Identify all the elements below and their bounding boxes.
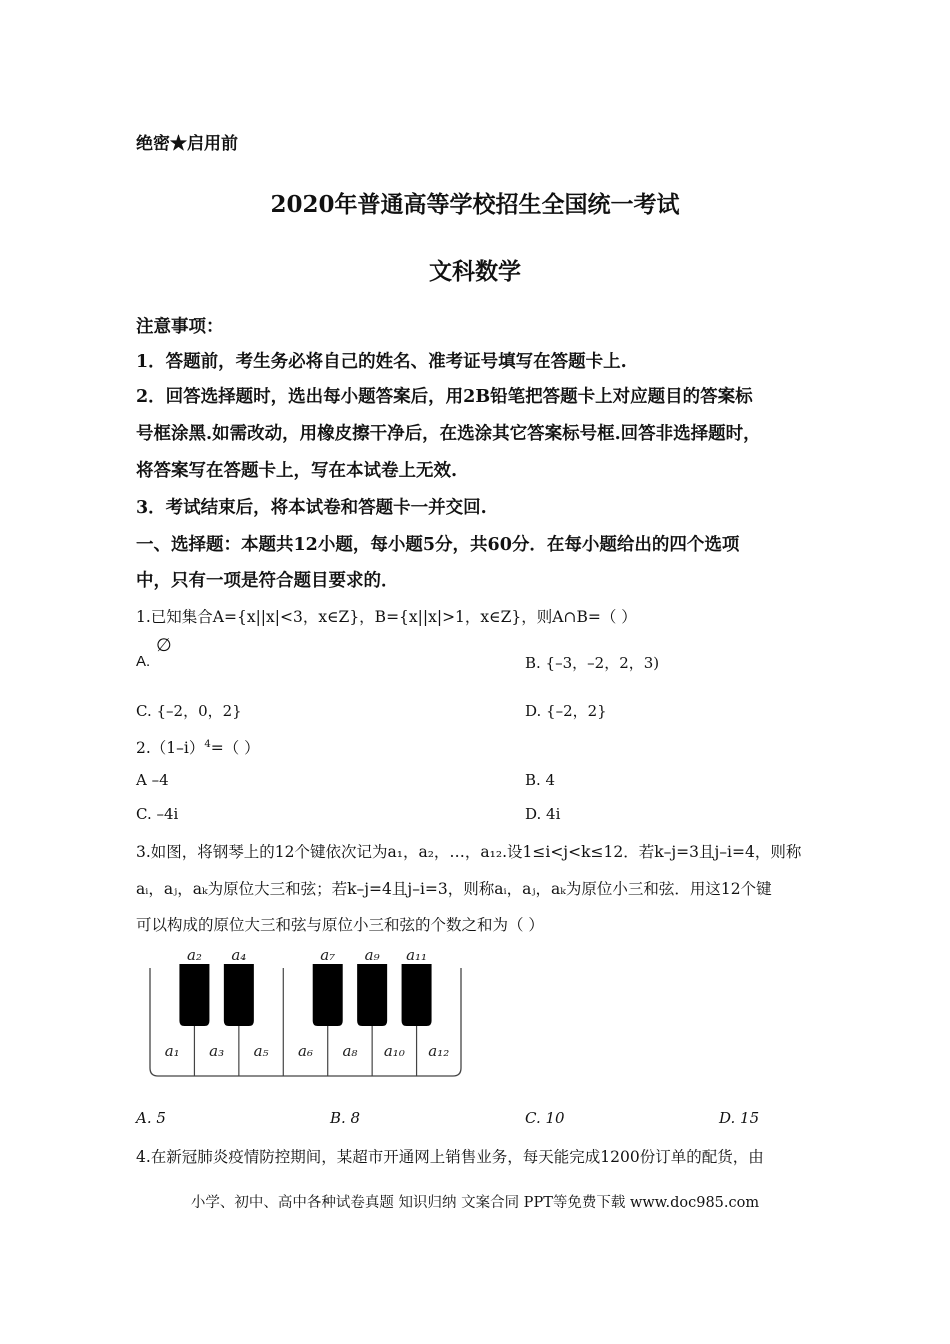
piano-black-key	[357, 964, 387, 1026]
question-2-stem-prefix: 2.（1–i）	[136, 739, 205, 757]
empty-set-icon: ∅	[156, 635, 172, 656]
piano-keyboard-figure	[146, 940, 466, 1080]
note-item-2-line2: 号框涂黑.如需改动，用橡皮擦干净后，在选涂其它答案标号框.回答非选择题时，	[136, 424, 761, 444]
section1-heading-line1: 一、选择题：本题共12小题，每小题5分，共60分．在每小题给出的四个选项	[136, 535, 740, 555]
question-3-line2: aᵢ，aⱼ，aₖ为原位大三和弦；若k–j=4且j–i=3，则称aᵢ，aⱼ，aₖ为原位小三和弦．用这12个键	[136, 880, 772, 898]
piano-black-key-label: a₇	[320, 946, 336, 964]
note-item-2-line3: 将答案写在答题卡上，写在本试卷上无效.	[136, 461, 458, 481]
piano-white-key-label: a₁₂	[428, 1042, 450, 1060]
question-2-stem-suffix: =（ ）	[210, 739, 260, 757]
piano-black-key-label: a₁₁	[406, 946, 428, 964]
question-4-line1: 4.在新冠肺炎疫情防控期间，某超市开通网上销售业务，每天能完成1200份订单的配货，由	[136, 1148, 764, 1166]
question-2-option-c: C. –4i	[136, 805, 179, 823]
piano-black-key	[402, 964, 432, 1026]
piano-black-key	[313, 964, 343, 1026]
piano-white-key-label: a₆	[298, 1042, 313, 1060]
question-3-option-c: C. 10	[525, 1109, 565, 1127]
question-3-option-a: A. 5	[136, 1109, 166, 1127]
question-1-option-c: C. {–2，0，2}	[136, 702, 242, 720]
question-1-option-b: B. {–3，–2，2，3)	[525, 654, 660, 672]
note-item-2-line1: 2．回答选择题时，选出每小题答案后，用2B铅笔把答题卡上对应题目的答案标	[136, 387, 753, 407]
confidential-label: 绝密★启用前	[136, 134, 238, 154]
piano-black-key	[224, 964, 254, 1026]
question-2-exponent: 4	[204, 738, 211, 750]
piano-white-key-label: a₅	[253, 1042, 269, 1060]
piano-black-key	[179, 964, 209, 1026]
piano-white-key-label: a₃	[209, 1042, 225, 1060]
piano-white-key-label: a₈	[342, 1042, 358, 1060]
question-1-stem: 1.已知集合A={x||x|<3，x∈Z}，B={x||x|>1，x∈Z}，则A∩B=（ ）	[136, 608, 637, 626]
question-2-option-d: D. 4i	[525, 805, 561, 823]
piano-black-key-label: a₄	[231, 946, 247, 964]
note-item-3: 3．考试结束后，将本试卷和答题卡一并交回.	[136, 498, 487, 518]
section1-heading-line2: 中，只有一项是符合题目要求的．	[136, 571, 399, 591]
notes-heading: 注意事项：	[136, 317, 224, 337]
piano-white-key-label: a₁	[164, 1042, 180, 1060]
question-3-line1: 3.如图，将钢琴上的12个键依次记为a₁，a₂，…，a₁₂.设1≤i<j<k≤12．若k–j=3且j–i=4，则称	[136, 843, 802, 861]
question-3-option-b: B. 8	[330, 1109, 361, 1127]
question-1-option-a	[136, 652, 150, 670]
question-2-option-a: A –4	[136, 771, 169, 789]
question-2-option-b: B. 4	[525, 771, 556, 789]
piano-black-key-label: a₉	[364, 946, 380, 964]
exam-subject: 文科数学	[429, 258, 521, 285]
piano-white-key-label: a₁₀	[383, 1042, 405, 1060]
exam-title: 2020年普通高等学校招生全国统一考试	[270, 191, 680, 218]
piano-black-key-label: a₂	[186, 946, 202, 964]
note-item-1: 1．答题前，考生务必将自己的姓名、准考证号填写在答题卡上.	[136, 352, 627, 372]
question-2-stem	[136, 736, 260, 758]
page-footer: 小学、初中、高中各种试卷真题 知识归纳 文案合同 PPT等免费下载 www.doc985.com	[190, 1195, 760, 1211]
question-1-option-d: D. {–2，2}	[525, 702, 607, 720]
question-3-option-d: D. 15	[719, 1109, 760, 1127]
option-a-label: A.	[136, 653, 151, 670]
question-3-line3: 可以构成的原位大三和弦与原位小三和弦的个数之和为（ ）	[136, 916, 544, 934]
